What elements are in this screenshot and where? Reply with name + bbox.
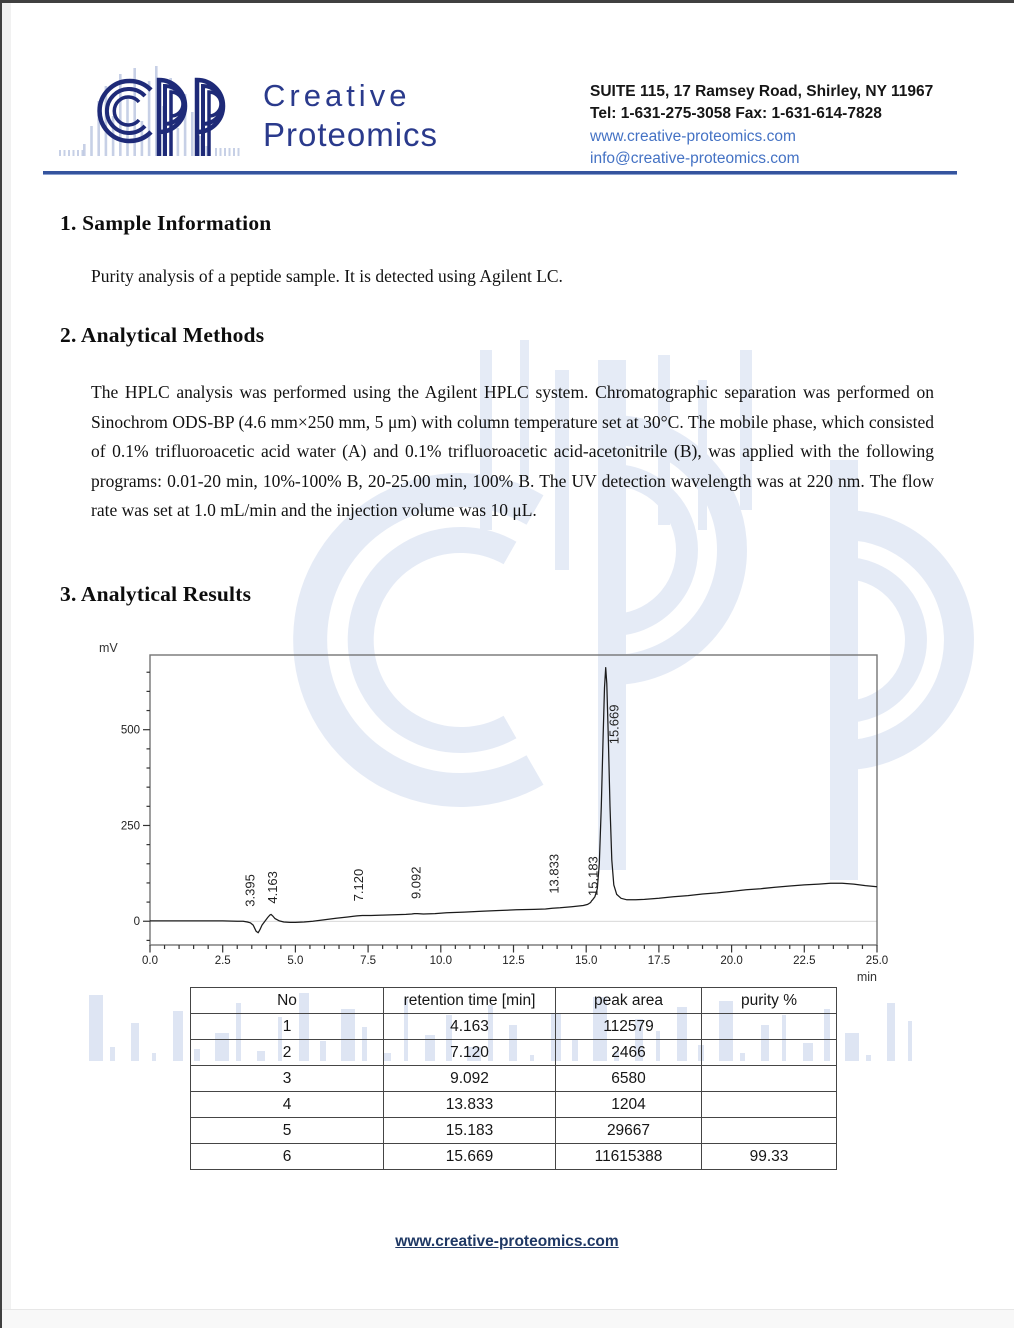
table-header-cell: purity % xyxy=(702,988,837,1014)
table-cell xyxy=(702,1040,837,1066)
table-cell: 15.183 xyxy=(384,1118,556,1144)
section2-body: The HPLC analysis was performed using the Agilent HPLC system. Chromatographic separation was performed on Sinochrom ODS-BP (4.6 mm×250 mm, 5 μm) with column temperature set at 30°C. The mobile phase, which consisted of 0.1% trifluoroacetic acid water (A) and 0.1% trifluoroacetic acid-acetonitrile (B), was applied with the following programs: 0.01-20 min, 10%-100% B, 20-25.00 min, 100% B. The UV detection wavelength was at 220 nm. The flow rate was set at 1.0 mL/min and the injection volume was 10 μL. xyxy=(91,382,934,521)
x-tick-label: 12.5 xyxy=(502,955,525,967)
y-tick-label: 0 xyxy=(133,916,140,929)
contact-phone-fax: Tel: 1-631-275-3058 Fax: 1-631-614-7828 xyxy=(590,105,882,123)
table-cell: 1 xyxy=(191,1014,384,1040)
x-tick-label: 22.5 xyxy=(793,955,816,967)
x-tick-label: 25.0 xyxy=(865,955,889,967)
y-tick-label: 500 xyxy=(120,724,140,737)
table-row xyxy=(191,1066,837,1092)
x-tick-label: 15.0 xyxy=(575,955,598,967)
footer-website-link[interactable]: www.creative-proteomics.com xyxy=(395,1233,619,1250)
table-cell: 15.669 xyxy=(384,1144,556,1170)
table-header-cell: retention time [min] xyxy=(384,988,556,1014)
page-edge-top xyxy=(0,0,1014,3)
y-axis-unit: mV xyxy=(99,641,118,655)
peak-label: 4.163 xyxy=(265,871,281,904)
peak-label: 13.833 xyxy=(546,853,562,894)
table-cell: 7.120 xyxy=(384,1040,556,1066)
x-tick-label: 20.0 xyxy=(720,955,743,967)
table-cell: 6580 xyxy=(556,1066,702,1092)
table-cell xyxy=(702,1118,837,1144)
table-cell: 29667 xyxy=(556,1118,702,1144)
table-row xyxy=(191,1092,837,1118)
table-cell: 6 xyxy=(191,1144,384,1170)
table-cell: 2466 xyxy=(556,1040,702,1066)
section1-body: Purity analysis of a peptide sample. It is detected using Agilent LC. xyxy=(91,266,563,286)
chromatogram-chart xyxy=(85,638,935,990)
x-tick-label: 17.5 xyxy=(647,955,671,967)
x-tick-label: 10.0 xyxy=(429,955,452,967)
peak-label: 9.092 xyxy=(408,866,424,900)
table-cell xyxy=(702,1066,837,1092)
contact-website-link[interactable]: www.creative-proteomics.com xyxy=(590,127,796,145)
table-header-cell: peak area xyxy=(556,988,702,1014)
table-cell xyxy=(702,1014,837,1040)
peak-label: 15.669 xyxy=(606,704,622,745)
table-row xyxy=(191,1014,837,1040)
table-header-row xyxy=(191,988,837,1014)
page-edge-gutter xyxy=(2,3,11,1328)
section2-title: 2. Analytical Methods xyxy=(60,323,265,347)
contact-block xyxy=(590,81,960,171)
x-axis-unit: min xyxy=(856,970,877,984)
table-cell: 1204 xyxy=(556,1092,702,1118)
x-tick-label: 0.0 xyxy=(142,955,158,967)
page-edge-left xyxy=(0,0,2,1328)
table-cell: 112579 xyxy=(556,1014,702,1040)
table-header-cell: No xyxy=(191,988,384,1014)
chromatogram-trace xyxy=(150,668,877,933)
company-logo xyxy=(55,58,455,168)
brand-line1: Creative xyxy=(263,78,411,113)
x-tick-label: 2.5 xyxy=(214,955,231,967)
table-row xyxy=(191,1040,837,1066)
brand-line2: Proteomics xyxy=(263,116,439,153)
table-cell: 5 xyxy=(191,1118,384,1144)
page-bottom-strip xyxy=(0,1309,1014,1328)
table-cell: 99.33 xyxy=(702,1144,837,1170)
results-table xyxy=(190,987,837,1170)
table-cell: 2 xyxy=(191,1040,384,1066)
contact-address: SUITE 115, 17 Ramsey Road, Shirley, NY 11967 xyxy=(590,83,934,100)
peak-label: 15.183 xyxy=(585,856,601,896)
footer xyxy=(0,1233,1014,1251)
table-row xyxy=(191,1144,837,1170)
header-divider xyxy=(43,171,957,175)
peak-label: 3.395 xyxy=(242,874,258,907)
table-cell: 4 xyxy=(191,1092,384,1118)
x-tick-label: 7.5 xyxy=(360,955,377,967)
contact-email-link[interactable]: info@creative-proteomics.com xyxy=(590,150,800,168)
x-tick-label: 5.0 xyxy=(287,955,304,967)
section1-title: 1. Sample Information xyxy=(60,211,272,235)
peak-label: 7.120 xyxy=(351,868,367,902)
table-cell xyxy=(702,1092,837,1118)
table-cell: 3 xyxy=(191,1066,384,1092)
table-cell: 9.092 xyxy=(384,1066,556,1092)
table-cell: 13.833 xyxy=(384,1092,556,1118)
y-tick-label: 250 xyxy=(120,820,140,833)
table-cell: 11615388 xyxy=(556,1144,702,1170)
table-row xyxy=(191,1118,837,1144)
table-cell: 4.163 xyxy=(384,1014,556,1040)
section3-title: 3. Analytical Results xyxy=(60,582,252,606)
